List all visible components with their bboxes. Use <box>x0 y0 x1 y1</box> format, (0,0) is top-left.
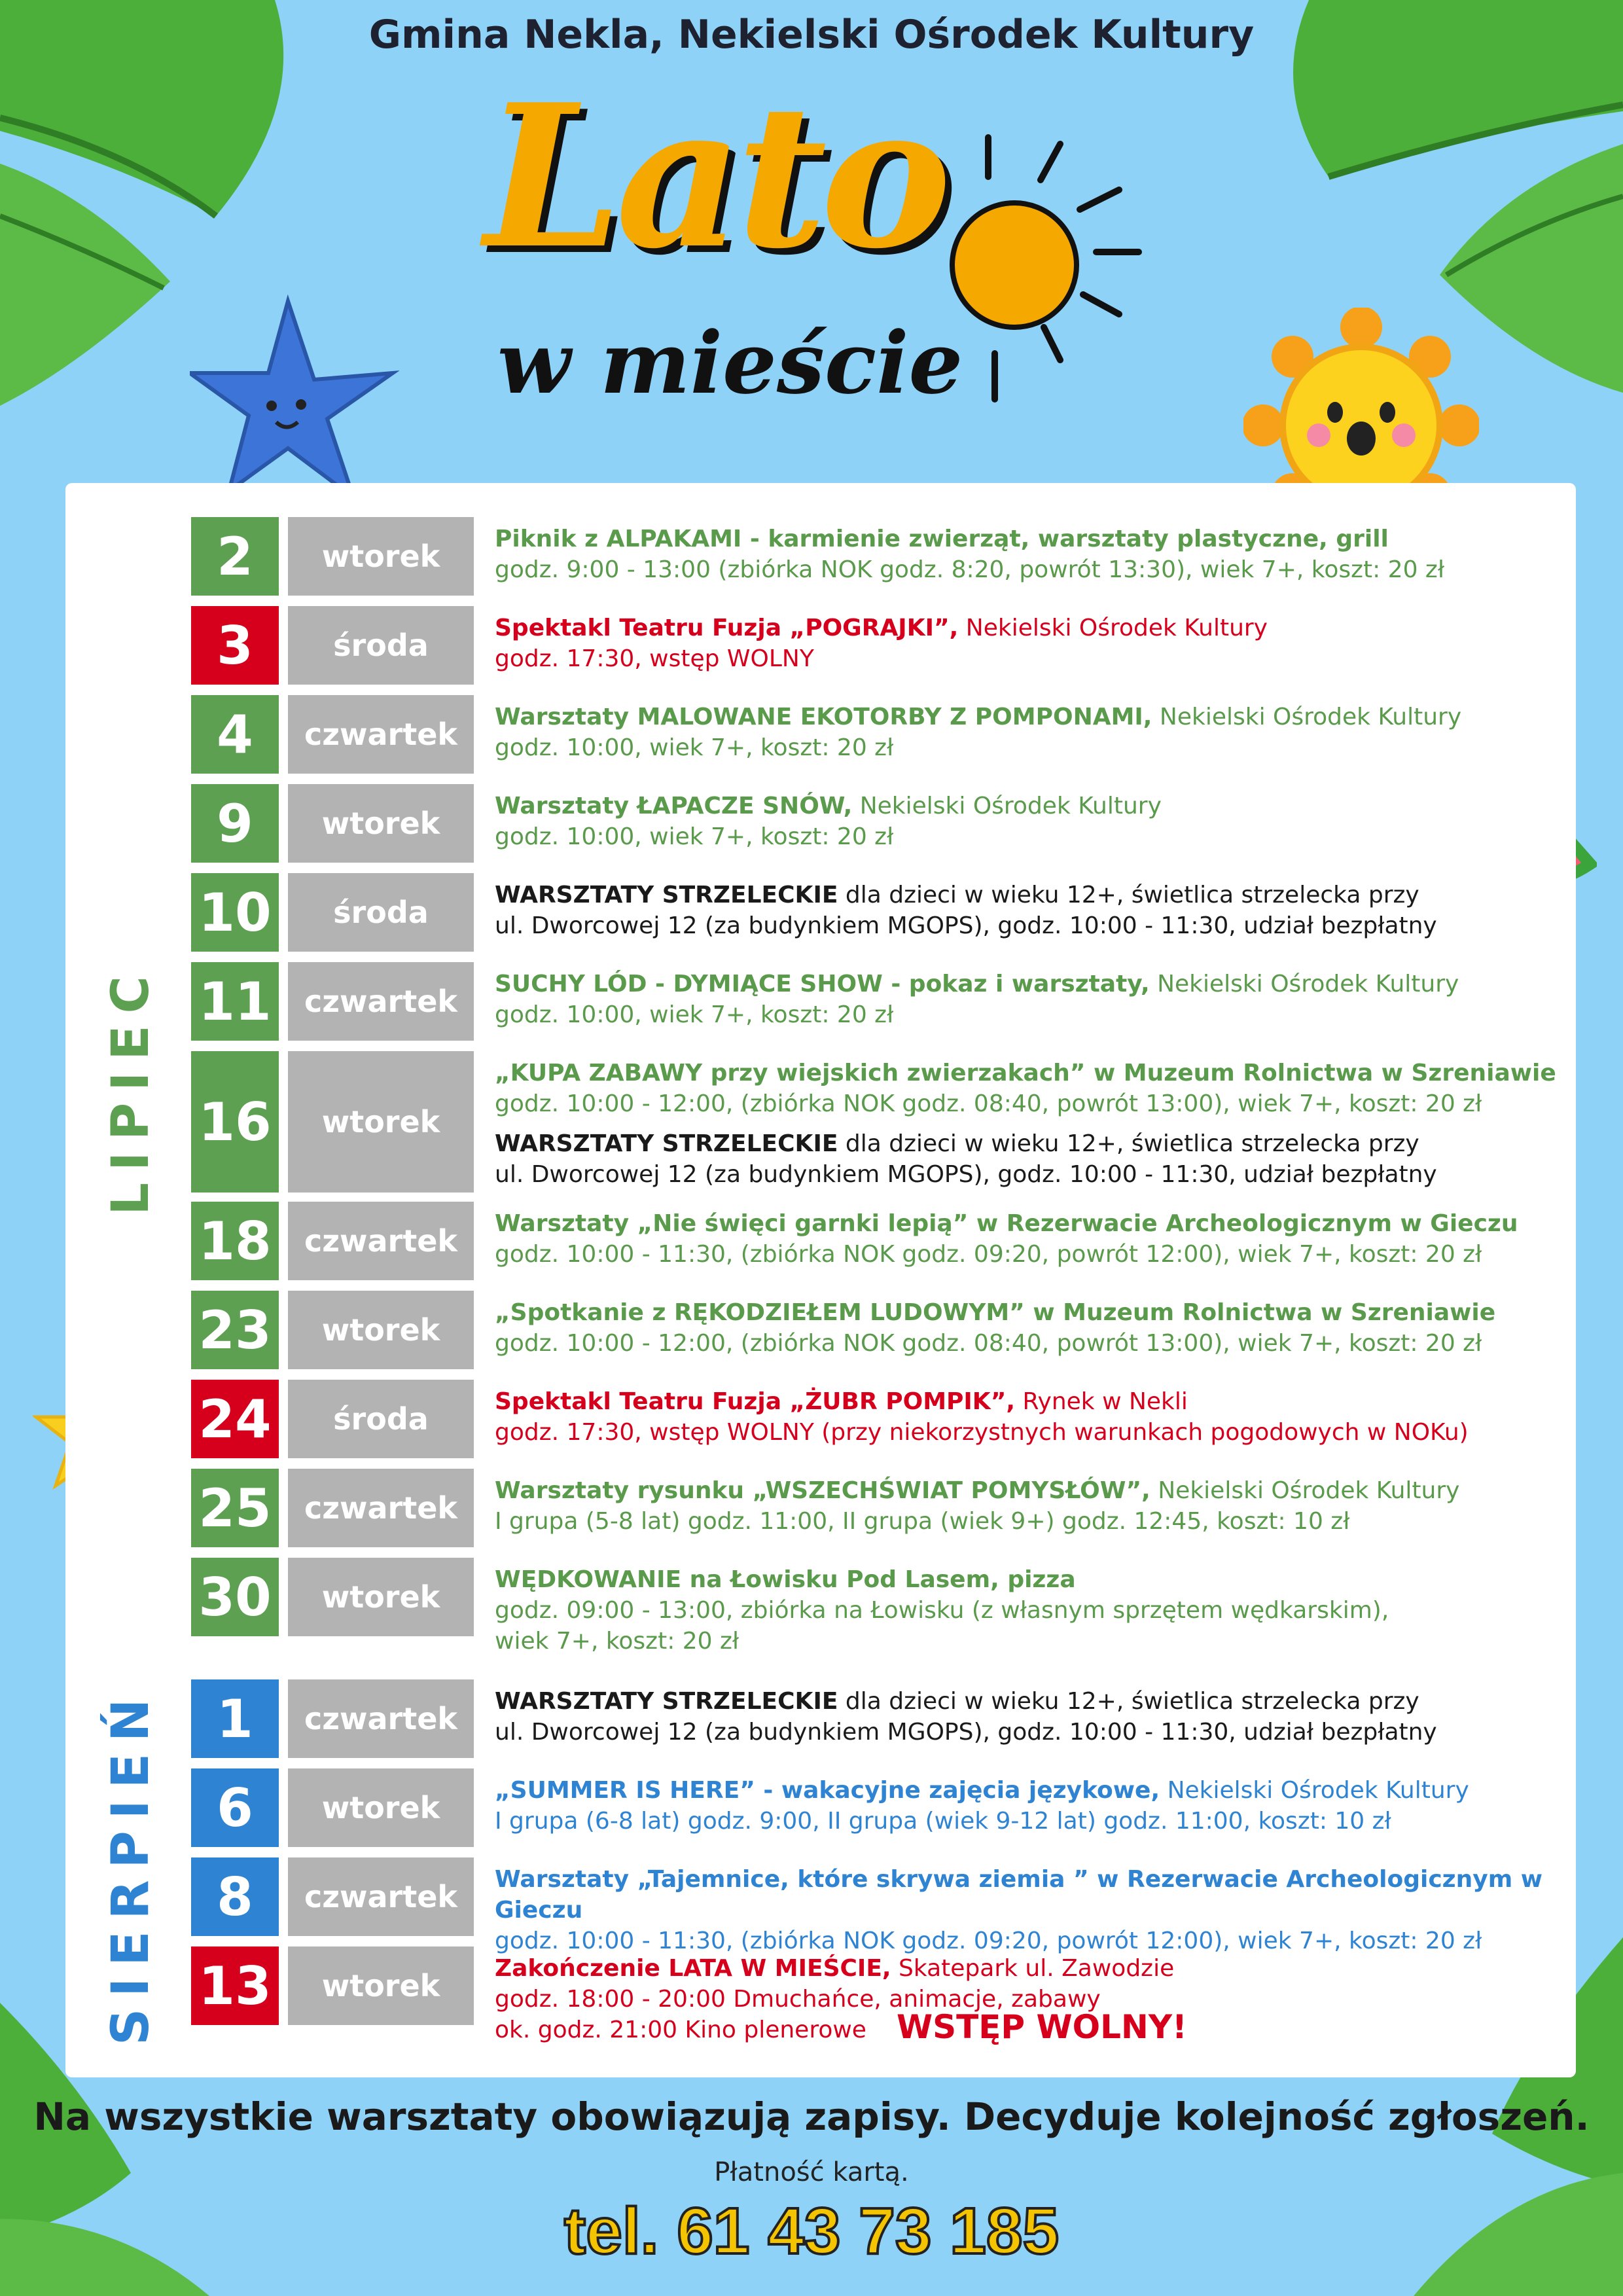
event-line-text: wiek 7+, koszt: 20 zł <box>495 1628 740 1655</box>
payment-note: Płatność kartą. <box>714 2157 909 2187</box>
event-line <box>495 524 1568 554</box>
weekday-label: czwartek <box>288 1679 474 1758</box>
event-line <box>495 791 1568 821</box>
event-line-bold: Piknik z ALPAKAMI - karmienie zwierząt, warsztaty plastyczne, grill <box>495 526 1389 552</box>
weekday-label: czwartek <box>288 962 474 1041</box>
event-description <box>495 969 1568 1030</box>
event-line-text: godz. 10:00, wiek 7+, koszt: 20 zł <box>495 734 894 761</box>
weekday-label: czwartek <box>288 1202 474 1280</box>
event-line <box>495 1417 1568 1448</box>
event-line-text: Nekielski Ośrodek Kultury <box>1152 704 1462 730</box>
event-line-bold: Warsztaty rysunku „WSZECHŚWIAT POMYSŁÓW”, <box>495 1477 1150 1504</box>
day-number: 25 <box>191 1469 279 1547</box>
logo-title-lato: Lato <box>484 61 945 292</box>
day-number: 2 <box>191 517 279 596</box>
event-line-text: dla dzieci w wieku 12+, świetlica strzelecka przy <box>838 1130 1419 1157</box>
weekday-label: wtorek <box>288 1768 474 1847</box>
event-line-bold: „Spotkanie z RĘKODZIEŁEM LUDOWYM” w Muzeum Rolnictwa w Szreniawie <box>495 1299 1496 1326</box>
event-line-bold: Spektakl Teatru Fuzja „ŻUBR POMPIK”, <box>495 1388 1016 1415</box>
event-line-bold: Warsztaty MALOWANE EKOTORBY Z POMPONAMI, <box>495 704 1152 730</box>
day-number: 8 <box>191 1857 279 1936</box>
event-line-bold: WĘDKOWANIE na Łowisku Pod Lasem, pizza <box>495 1566 1076 1593</box>
event-line-bold: WARSZTATY STRZELECKIE <box>495 1130 838 1157</box>
weekday-label: wtorek <box>288 1051 474 1193</box>
event-line-text: Nekielski Ośrodek Kultury <box>852 793 1162 819</box>
logo-subtitle: w mieście <box>497 313 963 413</box>
event-line <box>495 1506 1568 1537</box>
event-spacer <box>495 1119 1568 1128</box>
day-number: 16 <box>191 1051 279 1193</box>
event-description <box>495 524 1568 585</box>
event-line <box>495 999 1568 1030</box>
event-description <box>495 613 1568 674</box>
weekday-label: środa <box>288 1380 474 1458</box>
event-description <box>495 702 1568 763</box>
weekday-label: wtorek <box>288 1291 474 1369</box>
event-line-text: ul. Dworcowej 12 (za budynkiem MGOPS), godz. 10:00 - 11:30, udział bezpłatny <box>495 1719 1437 1746</box>
event-line-text: dla dzieci w wieku 12+, świetlica strzelecka przy <box>838 882 1419 908</box>
day-number: 24 <box>191 1380 279 1458</box>
event-line-bold: Spektakl Teatru Fuzja „POGRAJKI”, <box>495 615 959 641</box>
event-line-text: ok. godz. 21:00 Kino plenerowe <box>495 2017 866 2043</box>
free-entry-label: WSTĘP WOLNY! <box>897 2008 1187 2046</box>
event-line <box>495 732 1568 763</box>
day-number: 30 <box>191 1558 279 1636</box>
event-line <box>495 1686 1568 1717</box>
event-line-text: Skatepark ul. Zawodzie <box>891 1955 1175 1982</box>
weekday-label: wtorek <box>288 517 474 596</box>
event-description <box>495 1475 1568 1537</box>
event-description <box>495 1208 1568 1270</box>
event-line <box>495 554 1568 585</box>
day-number: 9 <box>191 784 279 863</box>
event-line <box>495 1159 1568 1190</box>
event-line-text: Nekielski Ośrodek Kultury <box>958 615 1268 641</box>
event-line-text: Nekielski Ośrodek Kultury <box>1160 1777 1469 1804</box>
day-number: 23 <box>191 1291 279 1369</box>
day-number: 11 <box>191 962 279 1041</box>
event-line <box>495 1717 1568 1748</box>
weekday-label: czwartek <box>288 1857 474 1936</box>
weekday-label: wtorek <box>288 1946 474 2025</box>
event-line-bold: WARSZTATY STRZELECKIE <box>495 1688 838 1715</box>
event-line <box>495 613 1568 643</box>
event-line <box>495 1208 1568 1239</box>
weekday-label: wtorek <box>288 1558 474 1636</box>
event-line <box>495 821 1568 852</box>
event-line-text: ul. Dworcowej 12 (za budynkiem MGOPS), godz. 10:00 - 11:30, udział bezpłatny <box>495 1161 1437 1188</box>
event-line <box>495 1775 1568 1806</box>
event-line-text: godz. 18:00 - 20:00 Dmuchańce, animacje, zabawy <box>495 1986 1101 2013</box>
event-line <box>495 969 1568 999</box>
event-description <box>495 1058 1568 1190</box>
day-number: 3 <box>191 606 279 685</box>
event-line <box>495 643 1568 674</box>
event-line-text: Nekielski Ośrodek Kultury <box>1150 1477 1460 1504</box>
registration-notice: Na wszystkie warsztaty obowiązują zapisy. Decyduje kolejność zgłoszeń. <box>33 2094 1590 2139</box>
event-line-bold: SUCHY LÓD - DYMIĄCE SHOW - pokaz i warsztaty, <box>495 971 1150 997</box>
day-number: 6 <box>191 1768 279 1847</box>
event-line-text: I grupa (6-8 lat) godz. 9:00, II grupa (wiek 9-12 lat) godz. 11:00, koszt: 10 zł <box>495 1808 1391 1835</box>
weekday-label: środa <box>288 873 474 952</box>
event-line-bold: Warsztaty „Tajemnice, które skrywa ziemia ” w Rezerwacie Archeologicznym w Gieczu <box>495 1866 1543 1924</box>
event-line <box>495 1328 1568 1359</box>
event-description <box>495 1864 1568 1956</box>
event-line-text: I grupa (5-8 lat) godz. 11:00, II grupa (wiek 9+) godz. 12:45, koszt: 10 zł <box>495 1508 1350 1535</box>
month-label-july: LIPIEC <box>101 964 160 1215</box>
event-line <box>495 1239 1568 1270</box>
event-line-text: godz. 10:00, wiek 7+, koszt: 20 zł <box>495 823 894 850</box>
event-line <box>495 880 1568 910</box>
event-line <box>495 1088 1568 1119</box>
event-line-bold: „SUMMER IS HERE” - wakacyjne zajęcia językowe, <box>495 1777 1160 1804</box>
event-line-text: godz. 10:00, wiek 7+, koszt: 20 zł <box>495 1001 894 1028</box>
event-description <box>495 880 1568 941</box>
weekday-label: czwartek <box>288 1469 474 1547</box>
event-line-text: godz. 09:00 - 13:00, zbiórka na Łowisku (z własnym sprzętem wędkarskim), <box>495 1597 1389 1624</box>
month-label-august: SIERPIEŃ <box>101 1687 160 2045</box>
event-line <box>495 1806 1568 1837</box>
event-description <box>495 1386 1568 1448</box>
event-line <box>495 1297 1568 1328</box>
event-description <box>495 1686 1568 1748</box>
event-line-text: godz. 9:00 - 13:00 (zbiórka NOK godz. 8:20, powrót 13:30), wiek 7+, koszt: 20 zł <box>495 556 1445 583</box>
organizer-text: Gmina Nekla, Nekielski Ośrodek Kultury <box>368 12 1255 58</box>
event-line-bold: Warsztaty ŁAPACZE SNÓW, <box>495 793 853 819</box>
logo-sun-icon <box>929 111 1152 412</box>
event-line <box>495 1564 1568 1595</box>
day-number: 18 <box>191 1202 279 1280</box>
event-line <box>495 1864 1568 1926</box>
event-line-text: godz. 17:30, wstęp WOLNY (przy niekorzystnych warunkach pogodowych w NOKu) <box>495 1419 1469 1446</box>
event-line <box>495 1626 1568 1657</box>
event-line <box>495 702 1568 732</box>
event-line <box>495 1386 1568 1417</box>
day-number: 1 <box>191 1679 279 1758</box>
event-description <box>495 791 1568 852</box>
weekday-label: środa <box>288 606 474 685</box>
event-line-text: Rynek w Nekli <box>1015 1388 1188 1415</box>
event-line-text: Nekielski Ośrodek Kultury <box>1149 971 1459 997</box>
phone-number: tel. 61 43 73 185 <box>563 2195 1060 2268</box>
event-line-bold: Warsztaty „Nie święci garnki lepią” w Rezerwacie Archeologicznym w Gieczu <box>495 1210 1518 1237</box>
event-line <box>495 1475 1568 1506</box>
event-line-text: godz. 10:00 - 12:00, (zbiórka NOK godz. 08:40, powrót 13:00), wiek 7+, koszt: 20 zł <box>495 1330 1482 1357</box>
day-number: 10 <box>191 873 279 952</box>
day-number: 4 <box>191 695 279 774</box>
event-line-text: dla dzieci w wieku 12+, świetlica strzelecka przy <box>838 1688 1419 1715</box>
event-line-text: godz. 10:00 - 11:30, (zbiórka NOK godz. 09:20, powrót 12:00), wiek 7+, koszt: 20 zł <box>495 1928 1482 1954</box>
event-description <box>495 1775 1568 1837</box>
event-line-text: godz. 10:00 - 11:30, (zbiórka NOK godz. 09:20, powrót 12:00), wiek 7+, koszt: 20 zł <box>495 1241 1482 1268</box>
event-line-bold: WARSZTATY STRZELECKIE <box>495 882 838 908</box>
event-line-text: ul. Dworcowej 12 (za budynkiem MGOPS), godz. 10:00 - 11:30, udział bezpłatny <box>495 912 1437 939</box>
event-line <box>495 1058 1568 1088</box>
event-line <box>495 1128 1568 1159</box>
day-number: 13 <box>191 1946 279 2025</box>
event-line-text: godz. 17:30, wstęp WOLNY <box>495 645 814 672</box>
starfish-icon <box>190 295 399 504</box>
event-line <box>495 1926 1568 1956</box>
event-line <box>495 1595 1568 1626</box>
event-description <box>495 1564 1568 1657</box>
event-line-bold: „KUPA ZABAWY przy wiejskich zwierzakach” w Muzeum Rolnictwa w Szreniawie <box>495 1060 1556 1086</box>
event-line-bold: Zakończenie LATA W MIEŚCIE, <box>495 1955 891 1982</box>
weekday-label: wtorek <box>288 784 474 863</box>
weekday-label: czwartek <box>288 695 474 774</box>
event-description <box>495 1297 1568 1359</box>
event-line <box>495 1953 1568 1984</box>
event-line <box>495 910 1568 941</box>
event-line-text: godz. 10:00 - 12:00, (zbiórka NOK godz. 08:40, powrót 13:00), wiek 7+, koszt: 20 zł <box>495 1090 1482 1117</box>
